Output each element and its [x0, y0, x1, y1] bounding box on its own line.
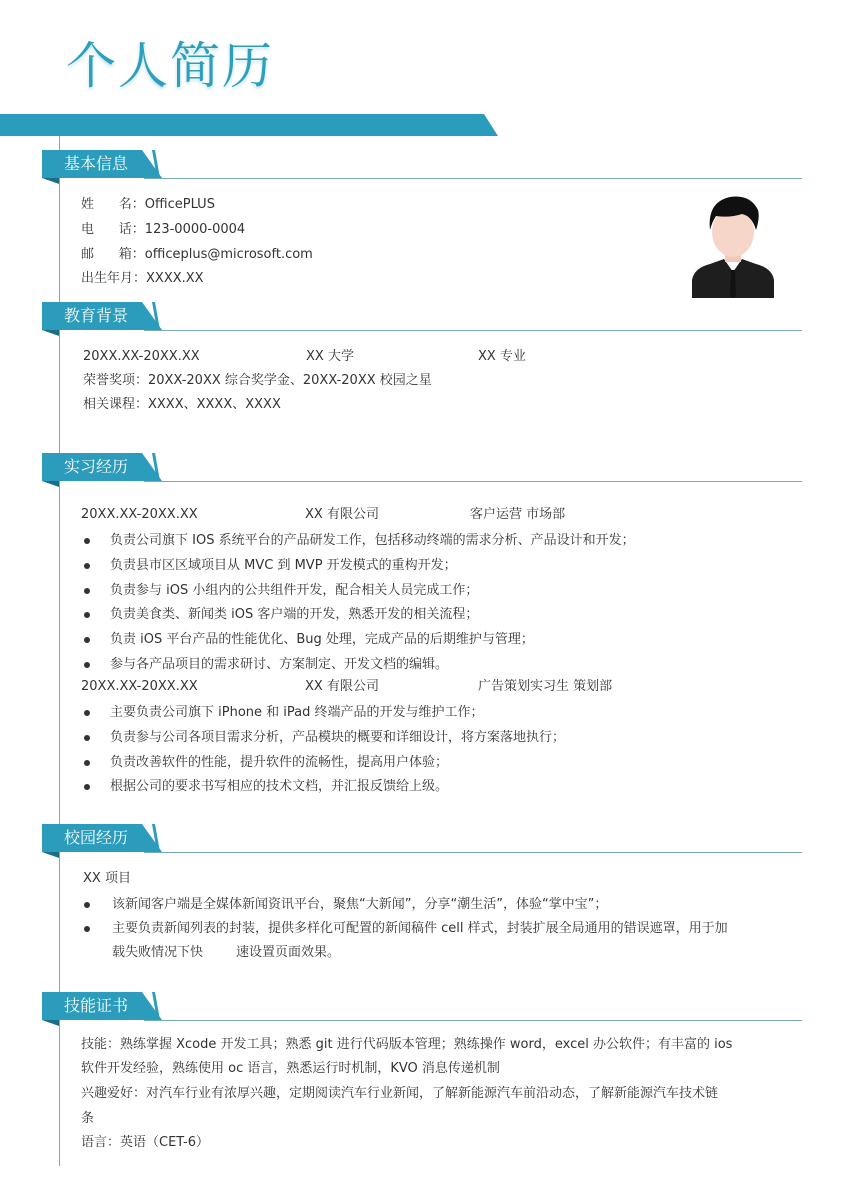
hobby-line: 兴趣爱好：对汽车行业有浓厚兴趣，定期阅读汽车行业新闻，了解新能源汽车前沿动态，了解新能源汽车技术链: [81, 1086, 719, 1101]
campus-item: 主要负责新闻列表的封装，提供多样化可配置的新闻稿件 cell 样式，封装扩展全局通用的错误遮罩，用于加: [112, 921, 728, 936]
title-underline-bar: [0, 114, 498, 136]
campus-project: XX 项目: [83, 871, 131, 886]
bullet-icon: [84, 538, 90, 544]
skills-line: 技能：熟练掌握 Xcode 开发工具；熟悉 git 进行代码版本管理；熟练操作 word，excel 办公软件；有丰富的 ios: [81, 1037, 733, 1052]
bullet-icon: [84, 926, 90, 932]
bullet-icon: [84, 784, 90, 790]
job2-item: 根据公司的要求书写相应的技术文档，并汇报反馈给上级。: [110, 779, 449, 794]
birth-value: XXXX.XX: [146, 271, 204, 286]
phone-value: 123-0000-0004: [144, 222, 246, 237]
skills-line-continued: 软件开发经验，熟练使用 oc 语言，熟悉运行时机制，KVO 消息传递机制: [81, 1061, 500, 1076]
birth-row: [81, 270, 204, 288]
bullet-icon: [84, 563, 90, 569]
phone-label: 电 话：: [81, 222, 145, 237]
section-title: 基本信息: [64, 154, 129, 173]
section-title: 教育背景: [64, 306, 129, 325]
job1-item: 负责美食类、新闻类 iOS 客户端的开发，熟悉开发的相关流程；: [110, 607, 479, 622]
job2-period: 20XX.XX-20XX.XX: [81, 679, 198, 694]
bullet-icon: [84, 735, 90, 741]
job2-role: 广告策划实习生 策划部: [478, 679, 613, 694]
section-title: 校园经历: [64, 828, 129, 847]
job1-item: 负责参与 iOS 小组内的公共组件开发，配合相关人员完成工作；: [110, 583, 479, 598]
bullet-icon: [84, 662, 90, 668]
job1-item: 负责 iOS 平台产品的性能优化、Bug 处理，完成产品的后期维护与管理；: [110, 632, 534, 647]
campus-item-continued: 载失败情况下快 速设置页面效果。: [112, 945, 341, 960]
bullet-icon: [84, 588, 90, 594]
bullet-icon: [84, 760, 90, 766]
job1-period: 20XX.XX-20XX.XX: [81, 507, 198, 522]
edu-major: XX 专业: [478, 349, 526, 364]
bullet-icon: [84, 612, 90, 618]
page-title: 个人简历: [66, 37, 274, 95]
avatar-photo: [690, 188, 776, 298]
email-row: [81, 246, 313, 264]
job1-item: 负责县市区区域项目从 MVC 到 MVP 开发模式的重构开发；: [110, 558, 457, 573]
job1-item: 负责公司旗下 IOS 系统平台的产品研发工作，包括移动终端的需求分析、产品设计和开发；: [110, 533, 635, 548]
name-value: OfficePLUS: [144, 197, 215, 212]
job2-company: XX 有限公司: [305, 679, 379, 694]
bullet-icon: [84, 710, 90, 716]
section-title: 技能证书: [64, 996, 129, 1015]
campus-item: 该新闻客户端是全媒体新闻资讯平台，聚焦“大新闻”，分享“潮生活”，体验“掌中宝”；: [112, 897, 608, 912]
job1-item: 参与各产品项目的需求研讨、方案制定、开发文档的编辑。: [110, 657, 449, 672]
job2-item: 负责参与公司各项目需求分析，产品模块的概要和详细设计，将方案落地执行；: [110, 730, 566, 745]
section-header-basic: [42, 146, 802, 184]
email-value: officeplus@microsoft.com: [144, 247, 313, 262]
edu-awards: 荣誉奖项：20XX-20XX 综合奖学金、20XX-20XX 校园之星: [83, 373, 432, 388]
job1-company: XX 有限公司: [305, 507, 379, 522]
job1-role: 客户运营 市场部: [470, 507, 566, 522]
birth-label: 出生年月：: [81, 271, 147, 286]
hobby-line-continued: 条: [81, 1111, 95, 1126]
name-label: 姓 名：: [81, 197, 145, 212]
phone-row: [81, 221, 245, 239]
section-title: 实习经历: [64, 457, 129, 476]
section-header-skills: [42, 988, 802, 1026]
section-header-education: [42, 298, 802, 336]
edu-courses: 相关课程：XXXX、XXXX、XXXX: [83, 397, 281, 412]
bullet-icon: [84, 902, 90, 908]
name-row: [81, 196, 215, 214]
section-header-internship: [42, 449, 802, 487]
edu-school: XX 大学: [306, 349, 354, 364]
email-label: 邮 箱：: [81, 247, 145, 262]
job2-item: 主要负责公司旗下 iPhone 和 iPad 终端产品的开发与维护工作；: [110, 705, 484, 720]
section-header-campus: [42, 820, 802, 858]
edu-period: 20XX.XX-20XX.XX: [83, 349, 200, 364]
job2-item: 负责改善软件的性能，提升软件的流畅性，提高用户体验；: [110, 755, 449, 770]
bullet-icon: [84, 637, 90, 643]
language-line: 语言：英语（CET-6）: [81, 1135, 210, 1150]
